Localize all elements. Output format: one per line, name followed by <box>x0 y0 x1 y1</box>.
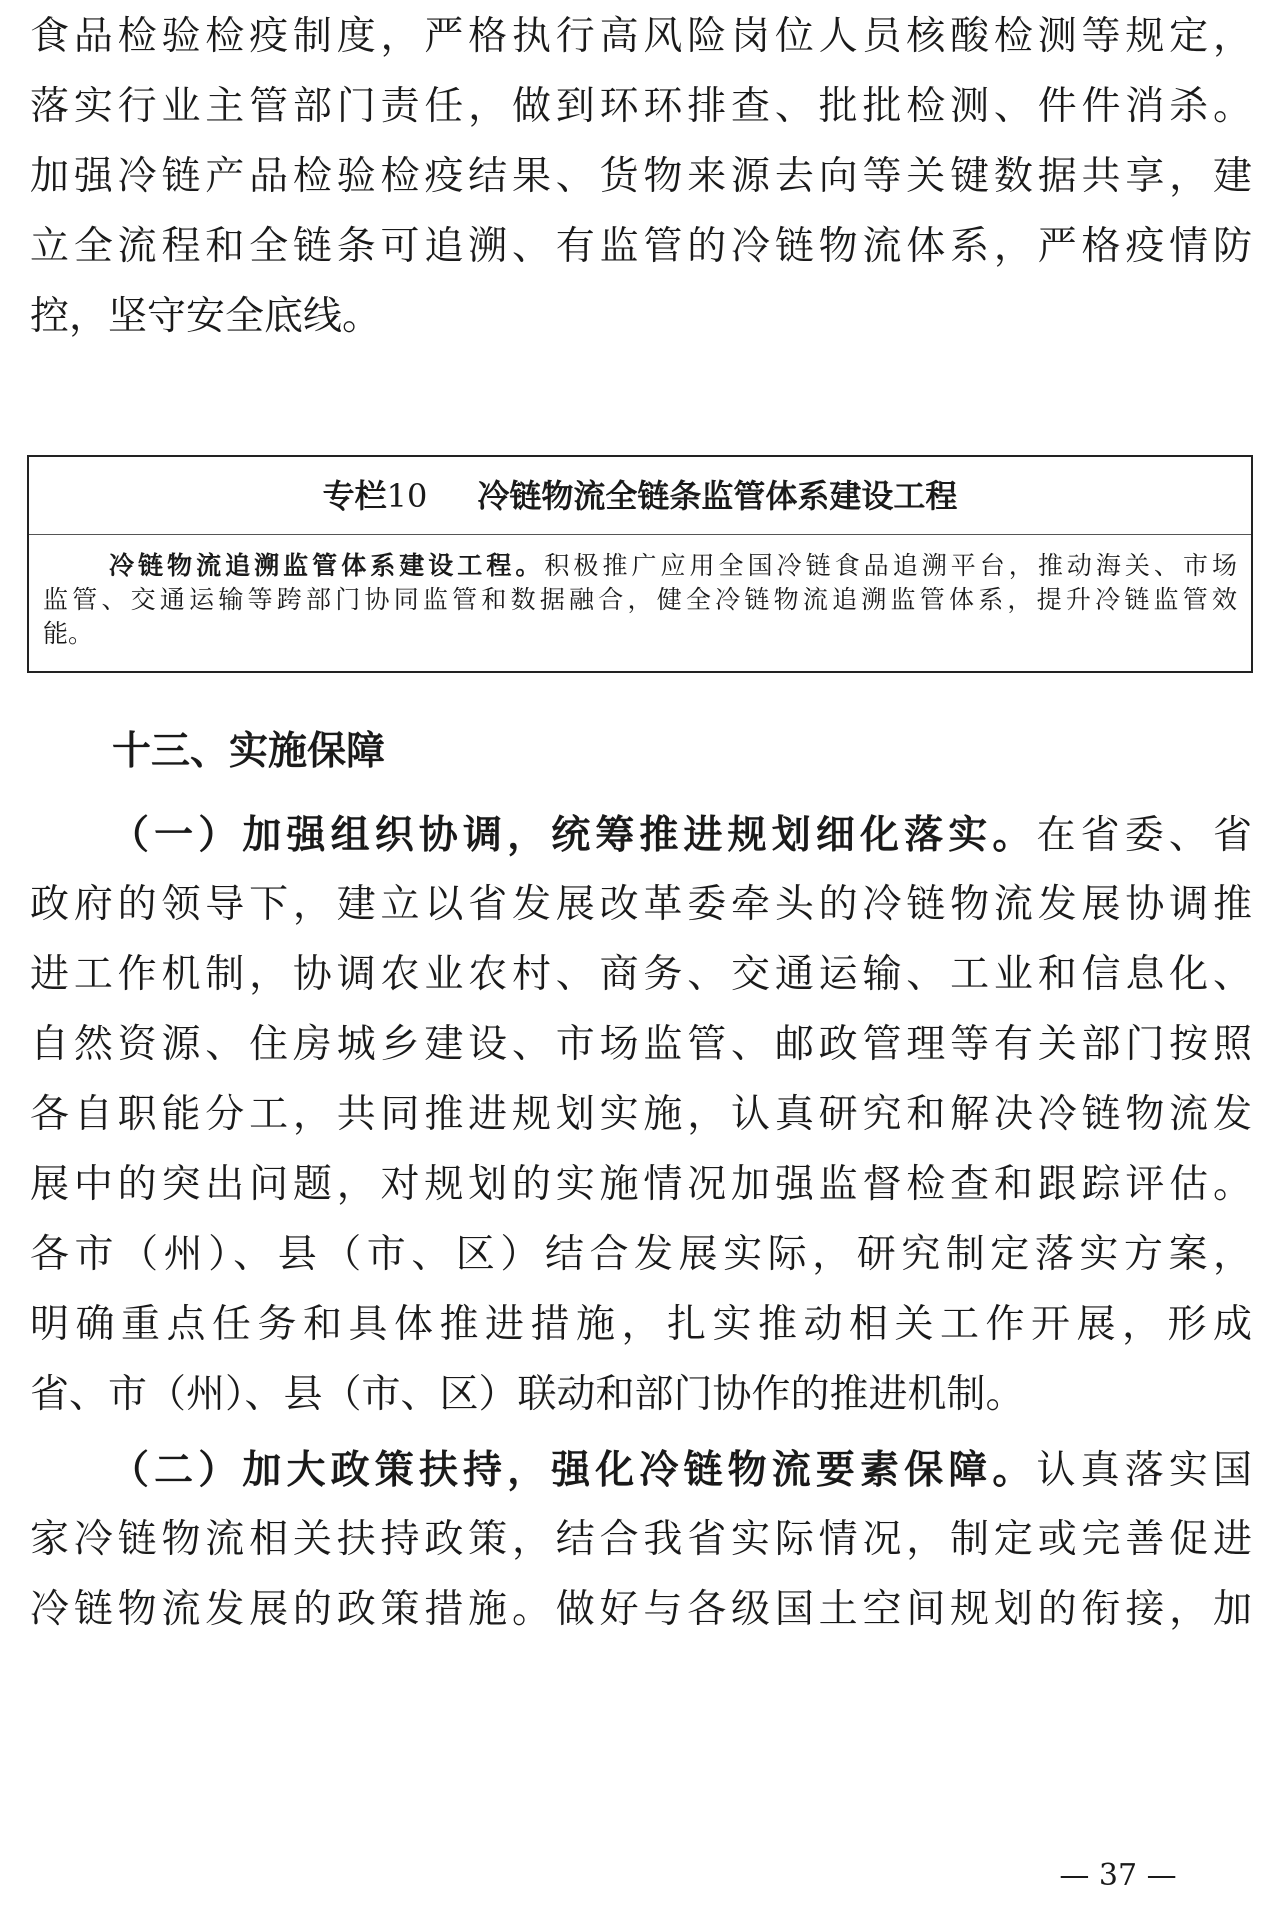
para2-line-3: 冷链物流发展的政策措施。做好与各级国土空间规划的衔接，加 <box>30 1587 1252 1632</box>
column-box-line-2: 监管、交通运输等跨部门协同监管和数据融合，健全冷链物流追溯监管体系，提升冷链监管效 <box>43 585 1237 614</box>
intro-line-1: 食品检验检疫制度，严格执行高风险岗位人员核酸检测等规定， <box>30 14 1252 59</box>
para1-line-7: 各市（州）、县（市、区）结合发展实际，研究制定落实方案， <box>30 1232 1252 1277</box>
para1-line-5: 各自职能分工，共同推进规划实施，认真研究和解决冷链物流发 <box>30 1092 1252 1137</box>
para1-line-2: 政府的领导下，建立以省发展改革委牵头的冷链物流发展协调推 <box>30 882 1252 927</box>
para1-line-6: 展中的突出问题，对规划的实施情况加强监督检查和跟踪评估。 <box>30 1162 1252 1207</box>
para2-line-2: 家冷链物流相关扶持政策，结合我省实际情况，制定或完善促进 <box>30 1517 1252 1562</box>
column-box-title <box>29 457 1251 535</box>
para2-line-1 <box>110 1445 1252 1495</box>
para1-line1-rest: 在省委、省 <box>1036 813 1252 858</box>
para1-lead: （一）加强组织协调，统筹推进规划细化落实。 <box>110 812 1037 858</box>
page-number: — 37 — <box>1059 1858 1177 1893</box>
para1-line-8: 明确重点任务和具体推进措施，扎实推动相关工作开展，形成 <box>30 1302 1252 1347</box>
column-label: 专栏 <box>322 477 387 515</box>
para1-line-3: 进工作机制，协调农业农村、商务、交通运输、工业和信息化、 <box>30 952 1252 997</box>
column-box <box>27 455 1253 673</box>
para1-line-1 <box>110 810 1252 860</box>
para2-lead: （二）加大政策扶持，强化冷链物流要素保障。 <box>110 1447 1037 1493</box>
column-number: 10 <box>386 477 428 515</box>
para1-line-4: 自然资源、住房城乡建设、市场监管、邮政管理等有关部门按照 <box>30 1022 1252 1067</box>
intro-line-3: 加强冷链产品检验检疫结果、货物来源去向等关键数据共享，建 <box>30 154 1252 199</box>
para1-line-9: 省、市（州）、县（市、区）联动和部门协作的推进机制。 <box>30 1372 1025 1417</box>
column-line1-rest: 积极推广应用全国冷链食品追溯平台，推动海关、市场 <box>544 551 1237 580</box>
column-title-text: 冷链物流全链条监管体系建设工程 <box>477 477 958 515</box>
column-box-line-3: 能。 <box>43 619 94 648</box>
intro-line-5: 控，坚守安全底线。 <box>30 294 382 339</box>
column-box-line-1 <box>109 549 1237 583</box>
column-lead: 冷链物流追溯监管体系建设工程。 <box>109 551 545 580</box>
intro-line-4: 立全流程和全链条可追溯、有监管的冷链物流体系，严格疫情防 <box>30 224 1252 269</box>
section-heading: 十三、实施保障 <box>112 729 386 774</box>
para2-line1-rest: 认真落实国 <box>1036 1448 1252 1493</box>
intro-line-2: 落实行业主管部门责任，做到环环排查、批批检测、件件消杀。 <box>30 84 1252 129</box>
